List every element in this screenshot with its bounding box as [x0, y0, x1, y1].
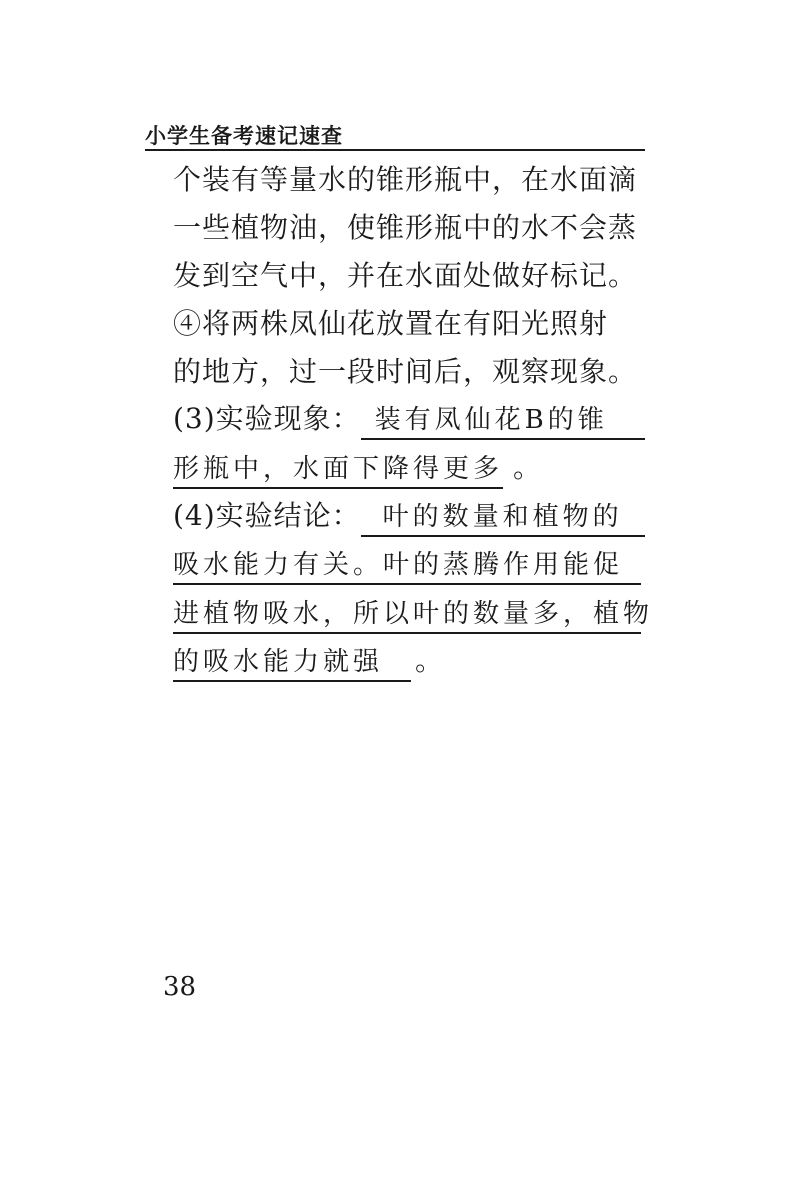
item-4-label: (4)实验结论： — [173, 499, 361, 532]
item-4-answer-blank-3: 进植物吸水，所以叶的数量多，植物 — [173, 598, 641, 634]
page-header — [145, 118, 645, 154]
item-4-row-4 — [173, 644, 443, 682]
item-4-answer-blank-2: 吸水能力有关。叶的蒸腾作用能促 — [173, 549, 641, 585]
book-title: 小学生备考速记速查 — [145, 124, 343, 148]
item-4-row-1 — [173, 499, 645, 537]
item-4-answer-blank-1: 叶的数量和植物的 — [361, 501, 645, 537]
body-line-3: 发到空气中，并在水面处做好标记。 — [173, 259, 638, 292]
item-4-row-3 — [173, 596, 654, 634]
item-4-end-mark: 。 — [415, 644, 444, 677]
page-number: 38 — [163, 972, 197, 1002]
item-3-row-2 — [173, 451, 541, 489]
item-3-label: (3)实验现象： — [173, 402, 361, 435]
item-3-row-1 — [173, 402, 645, 440]
body-line-4: ④将两株凤仙花放置在有阳光照射 — [173, 307, 609, 340]
body-line-2: 一些植物油，使锥形瓶中的水不会蒸 — [173, 211, 638, 244]
item-4-answer-blank-4: 的吸水能力就强 — [173, 646, 411, 682]
item-3-end-mark: 。 — [513, 451, 542, 484]
body-line-1: 个装有等量水的锥形瓶中，在水面滴 — [173, 163, 638, 196]
item-3-answer-blank-1: 装有凤仙花B的锥 — [361, 404, 645, 440]
body-line-5: 的地方，过一段时间后，观察现象。 — [173, 355, 638, 388]
item-4-row-2 — [173, 547, 641, 585]
item-3-answer-blank-2: 形瓶中，水面下降得更多 — [173, 453, 503, 489]
header-divider — [145, 149, 645, 151]
